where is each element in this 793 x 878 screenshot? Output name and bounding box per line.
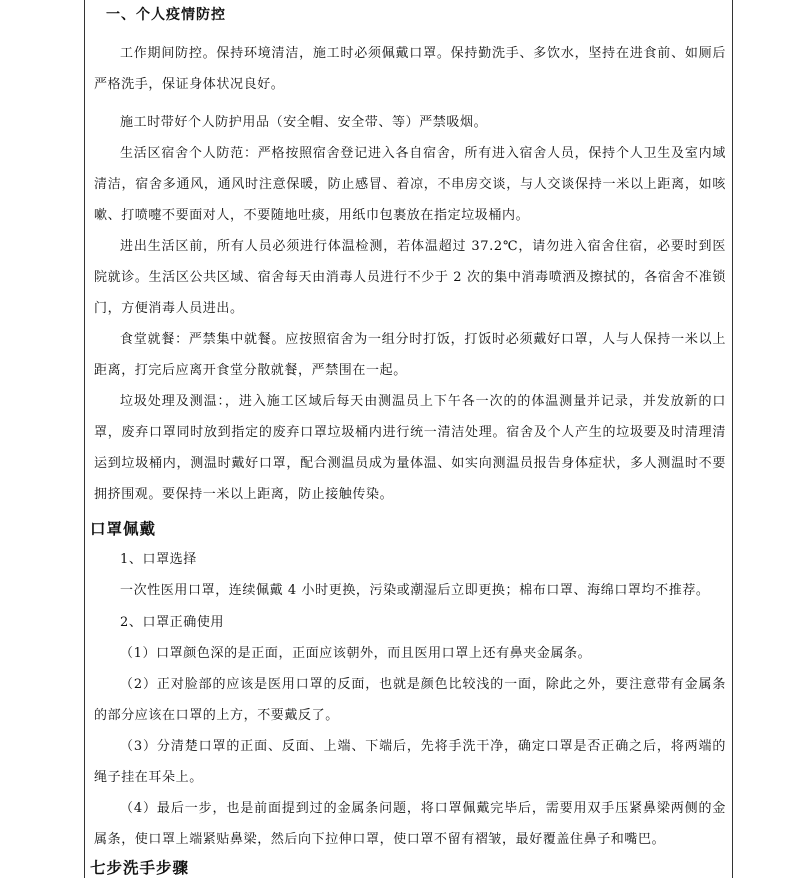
- paragraph-mask-selection: 一次性医用口罩，连续佩戴 4 小时更换，污染或潮湿后立即更换；棉布口罩、海绵口罩均不推荐。: [120, 583, 710, 598]
- section-heading-personal-prevention: 一、个人疫情防控: [106, 7, 226, 23]
- subheading-mask-usage: 2、口罩正确使用: [120, 615, 225, 630]
- paragraph-mask-step-3: （3）分清楚口罩的正面、反面、上端、下端后，先将手洗干净，确定口罩是否正确之后，将两端的绳子挂在耳朵上。: [94, 739, 726, 785]
- section-heading-mask-wearing: 口罩佩戴: [90, 519, 157, 538]
- paragraph-temperature-check: 进出生活区前，所有人员必须进行体温检测，若体温超过 37.2℃，请勿进入宿舍住宿，必要时到医院就诊。生活区公共区域、宿舍每天由消毒人员进行不少于 2 次的集中消毒喷洒及擦拭的，各宿舍不准锁门，方便消毒人员进出。: [94, 239, 726, 316]
- paragraph-work-period: 工作期间防控。保持环境清洁，施工时必须佩戴口罩。保持勤洗手、多饮水，坚持在进食前、如厕后严格洗手，保证身体状况良好。: [94, 46, 726, 92]
- paragraph-waste-temperature: 垃圾处理及测温：，进入施工区域后每天由测温员上下午各一次的的体温测量并记录，并发放新的口罩，废弃口罩同时放到指定的废弃口罩垃圾桶内进行统一清洁处理。宿舍及个人产生的垃圾要及时清理清运到垃圾桶内，测温时戴好口罩，配合测温员成为量体温、如实向测温员报告身体症状，多人测温时不要拥挤围观。要保持一米以上距离，防止接触传染。: [94, 394, 726, 502]
- section-heading-handwashing: 七步洗手步骤: [90, 858, 190, 877]
- paragraph-mask-step-4: （4）最后一步，也是前面提到过的金属条问题，将口罩佩戴完毕后，需要用双手压紧鼻梁两侧的金属条，使口罩上端紧贴鼻梁，然后向下拉伸口罩，使口罩不留有褶皱，最好覆盖住鼻子和嘴巴。: [94, 801, 726, 847]
- subheading-mask-selection: 1、口罩选择: [120, 552, 197, 567]
- paragraph-mask-step-2: （2）正对脸部的应该是医用口罩的反面，也就是颜色比较浅的一面，除此之外，要注意带有金属条的部分应该在口罩的上方，不要戴反了。: [94, 677, 726, 723]
- paragraph-protective-gear: 施工时带好个人防护用品（安全帽、安全带、等）严禁吸烟。: [120, 115, 488, 130]
- paragraph-dormitory: 生活区宿舍个人防范：严格按照宿舍登记进入各自宿舍，所有进入宿舍人员，保持个人卫生及室内域清洁，宿舍多通风，通风时注意保暖，防止感冒、着凉，不串房交谈，与人交谈保持一米以上距离，如咳嗽、打喷嚏不要面对人，不要随地吐痰，用纸巾包裹放在指定垃圾桶内。: [94, 146, 726, 223]
- paragraph-canteen: 食堂就餐：严禁集中就餐。应按照宿舍为一组分时打饭，打饭时必须戴好口罩，人与人保持一米以上距离，打完后应离开食堂分散就餐，严禁围在一起。: [94, 332, 726, 378]
- paragraph-mask-step-1: （1）口罩颜色深的是正面，正面应该朝外，而且医用口罩上还有鼻夹金属条。: [120, 646, 592, 661]
